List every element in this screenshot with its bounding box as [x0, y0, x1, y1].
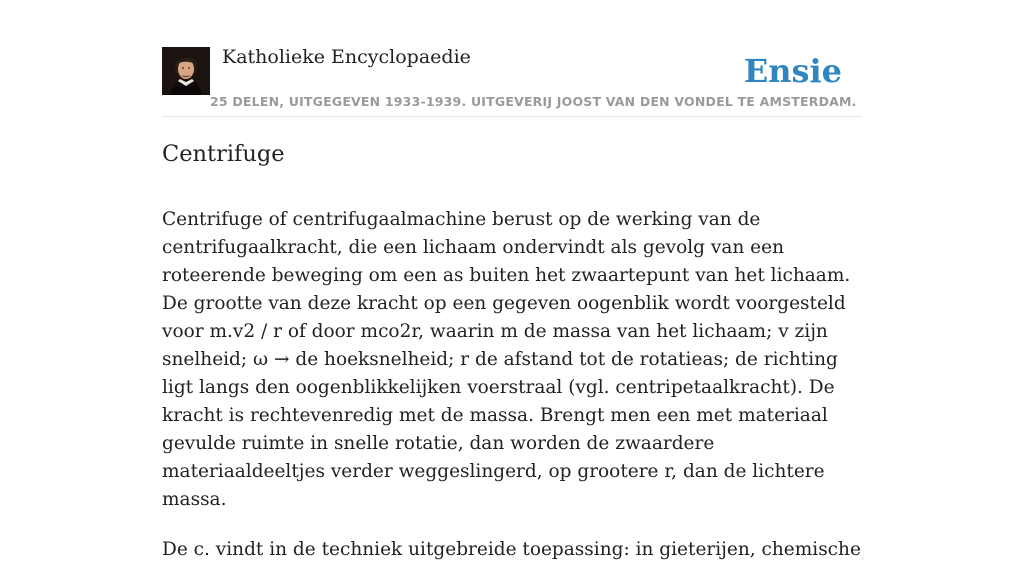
- ensie-logo-link[interactable]: Ensie: [743, 52, 842, 90]
- article-title: Centrifuge: [162, 141, 285, 167]
- portrait-image: [162, 47, 210, 95]
- article: [162, 138, 862, 564]
- article-paragraph: Centrifuge of centrifugaalmachine berust op de werking van de centrifugaalkracht, die een lichaam ondervindt als gevolg van een roteerende beweging om een as buiten het zwaartepunt van het lichaam. De grootte van deze kracht op een gegeven oogenblik wordt voorgesteld voor m.v2 / r of door mco2r, waarin m de massa van het lichaam; v zijn snelheid; ω → de hoeksnelheid; r de afstand tot de rotatieas; de richting ligt langs den oogenblikkelijken voerstraal (vgl. centripetaalkracht). De kracht is rechtevenredig met de massa. Brengt men een met materiaal gevulde ruimte in snelle rotatie, dan worden de zwaardere materiaaldeeltjes verder weggeslingerd, op grootere r, dan de lichtere massa.: [162, 209, 851, 510]
- author-portrait: [162, 47, 210, 95]
- encyclopedia-title[interactable]: Katholieke Encyclopaedie: [222, 46, 471, 68]
- article-paragraph: De c. vindt in de techniek uitgebreide toepassing: in gieterijen, chemische: [162, 539, 861, 560]
- publication-info: 25 DELEN, UITGEGEVEN 1933-1939. UITGEVERIJ JOOST VAN DEN VONDEL TE AMSTERDAM.: [210, 94, 857, 109]
- book-header: [162, 44, 862, 117]
